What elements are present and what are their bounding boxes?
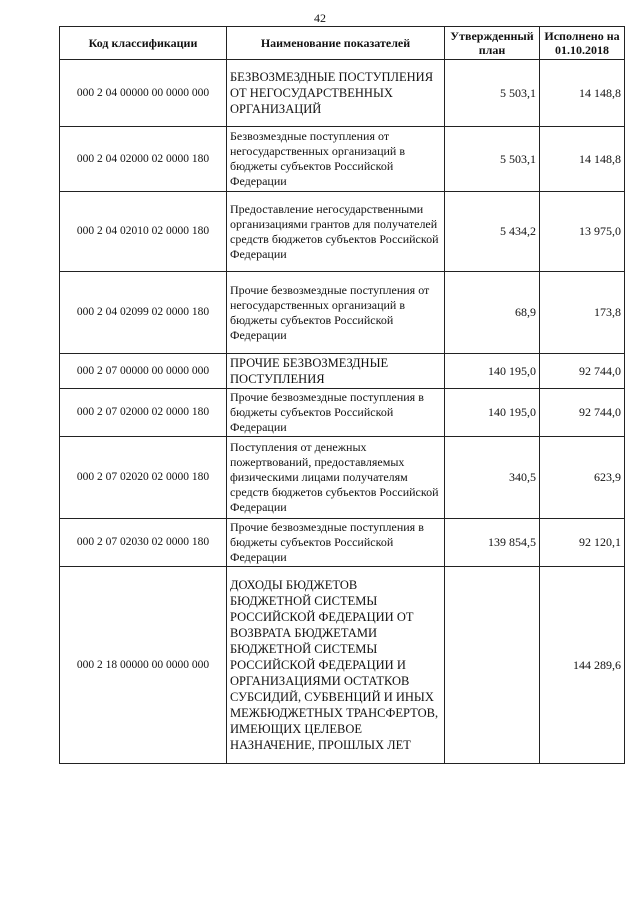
row-code: 000 2 07 02000 02 0000 180 [60,389,227,437]
row-code: 000 2 04 02000 02 0000 180 [60,127,227,192]
table-row [60,60,625,127]
table-row [60,272,625,354]
table-row [60,519,625,567]
header-plan: Утвержденный план [445,27,540,60]
row-code: 000 2 07 02020 02 0000 180 [60,437,227,519]
header-done: Исполнено на 01.10.2018 [540,27,625,60]
table-row [60,567,625,764]
row-name: БЕЗВОЗМЕЗДНЫЕ ПОСТУПЛЕНИЯ ОТ НЕГОСУДАРСТВЕННЫХ ОРГАНИЗАЦИЙ [227,60,445,127]
row-plan: 140 195,0 [445,354,540,389]
row-plan: 5 503,1 [445,60,540,127]
row-name: ПРОЧИЕ БЕЗВОЗМЕЗДНЫЕ ПОСТУПЛЕНИЯ [227,354,445,389]
budget-table [59,26,625,764]
row-done: 13 975,0 [540,192,625,272]
row-name: ДОХОДЫ БЮДЖЕТОВ БЮДЖЕТНОЙ СИСТЕМЫ РОССИЙСКОЙ ФЕДЕРАЦИИ ОТ ВОЗВРАТА БЮДЖЕТАМИ БЮДЖЕТНОЙ СИСТЕМЫ РОССИЙСКОЙ ФЕДЕРАЦИИ И ОРГАНИЗАЦИЯМИ ОСТАТКОВ СУБСИДИЙ, СУБВЕНЦИЙ И ИНЫХ МЕЖБЮДЖЕТНЫХ ТРАНСФЕРТОВ, ИМЕЮЩИХ ЦЕЛЕВОЕ НАЗНАЧЕНИЕ, ПРОШЛЫХ ЛЕТ [227,567,445,764]
row-plan [445,567,540,764]
row-done: 92 120,1 [540,519,625,567]
row-done: 173,8 [540,272,625,354]
row-name: Предоставление негосударственными организациями грантов для получателей средств бюджетов субъектов Российской Федерации [227,192,445,272]
row-done: 92 744,0 [540,354,625,389]
table-row [60,192,625,272]
table-header-row [60,27,625,60]
row-code: 000 2 07 00000 00 0000 000 [60,354,227,389]
table-row [60,437,625,519]
row-plan: 68,9 [445,272,540,354]
table-row [60,354,625,389]
row-name: Прочие безвозмездные поступления в бюджеты субъектов Российской Федерации [227,389,445,437]
row-name: Безвозмездные поступления от негосударственных организаций в бюджеты субъектов Российской Федерации [227,127,445,192]
row-done: 92 744,0 [540,389,625,437]
header-code: Код классификации [60,27,227,60]
row-plan: 5 434,2 [445,192,540,272]
header-name: Наименование показателей [227,27,445,60]
table-row [60,389,625,437]
table-row [60,127,625,192]
row-plan: 140 195,0 [445,389,540,437]
row-done: 623,9 [540,437,625,519]
row-code: 000 2 04 02099 02 0000 180 [60,272,227,354]
row-plan: 139 854,5 [445,519,540,567]
row-name: Прочие безвозмездные поступления в бюджеты субъектов Российской Федерации [227,519,445,567]
row-code: 000 2 04 02010 02 0000 180 [60,192,227,272]
row-name: Поступления от денежных пожертвований, предоставляемых физическими лицами получателям средств бюджетов субъектов Российской Федерации [227,437,445,519]
row-plan: 340,5 [445,437,540,519]
row-done: 144 289,6 [540,567,625,764]
page-number: 42 [314,11,326,25]
row-done: 14 148,8 [540,60,625,127]
row-plan: 5 503,1 [445,127,540,192]
row-code: 000 2 04 00000 00 0000 000 [60,60,227,127]
row-done: 14 148,8 [540,127,625,192]
row-code: 000 2 07 02030 02 0000 180 [60,519,227,567]
row-name: Прочие безвозмездные поступления от негосударственных организаций в бюджеты субъектов Российской Федерации [227,272,445,354]
row-code: 000 2 18 00000 00 0000 000 [60,567,227,764]
